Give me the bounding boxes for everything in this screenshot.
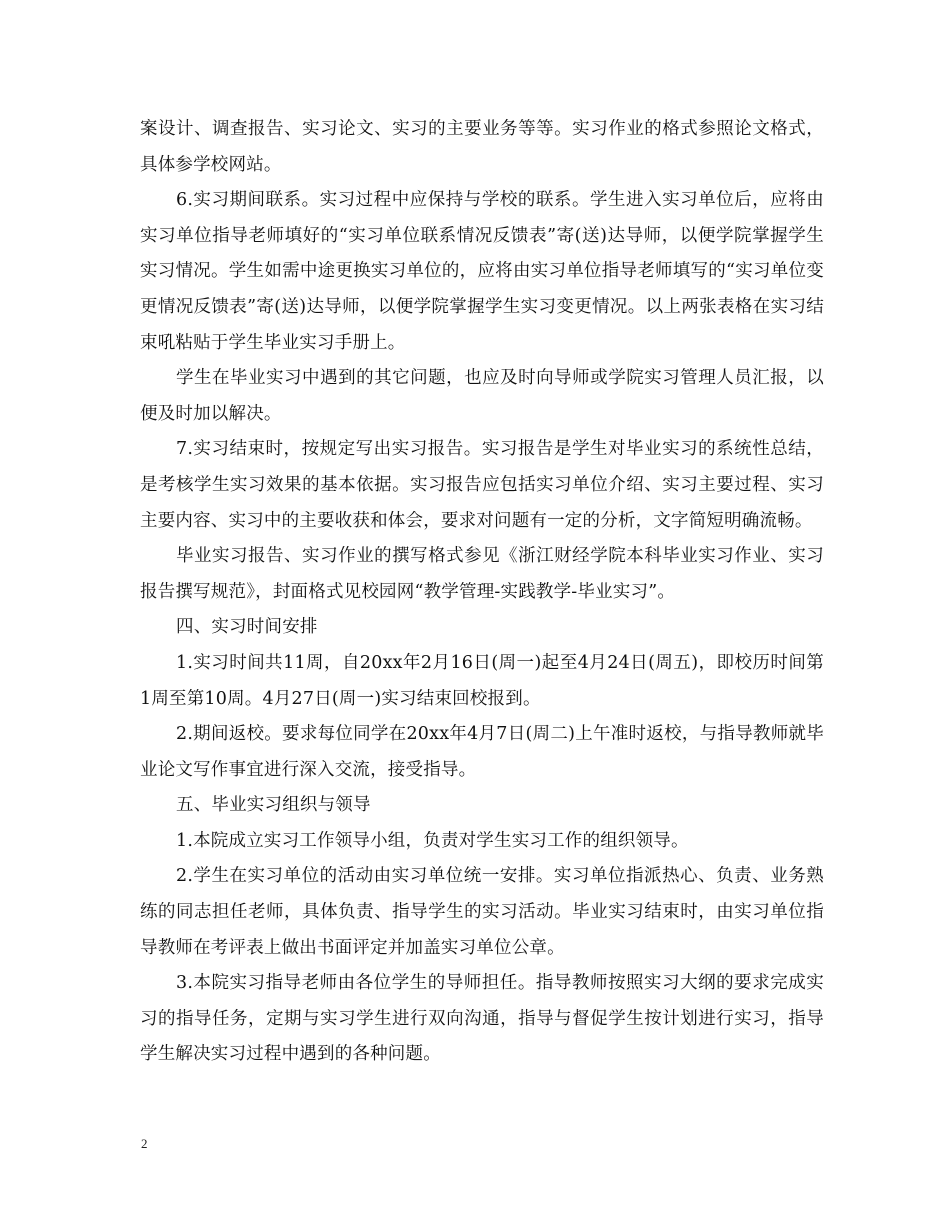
paragraph-11: 2.学生在实习单位的活动由实习单位统一安排。实习单位指派热心、负责、业务熟练的同志担任老师，具体负责、指导学生的实习活动。毕业实习结束时，由实习单位指导教师在考评表上做出书面评定并加盖实习单位公章。 [140, 866, 824, 958]
section-heading-5: 五、毕业实习组织与领导 [176, 795, 371, 816]
paragraph-10: 1.本院成立实习工作领导小组，负责对学生实习工作的组织领导。 [176, 830, 689, 851]
paragraph-7: 1.实习时间共11周，自20xx年2月16日(周一)起至4月24日(周五)，即校历时间第1周至第10周。4月27日(周一)实习结束回校报到。 [140, 652, 824, 709]
section-heading-4: 四、实习时间安排 [176, 617, 318, 638]
paragraph-12: 3.本院实习指导老师由各位学生的导师担任。指导教师按照实习大纲的要求完成实习的指导任务，定期与实习学生进行双向沟通，指导与督促学生按计划进行实习，指导学生解决实习过程中遇到的各种问题。 [140, 973, 824, 1065]
paragraph-5: 毕业实习报告、实习作业的撰写格式参见《浙江财经学院本科毕业实习作业、实习报告撰写规范》，封面格式见校园网“教学管理-实践教学-毕业实习”。 [140, 546, 824, 602]
paragraph-1: 案设计、调查报告、实习论文、实习的主要业务等等。实习作业的格式参照论文格式，具体参学校网站。 [140, 119, 824, 175]
page-number: 2 [141, 1136, 148, 1151]
paragraph-4: 7.实习结束时，按规定写出实习报告。实习报告是学生对毕业实习的系统性总结，是考核学生实习效果的基本依据。实习报告应包括实习单位介绍、实习主要过程、实习主要内容、实习中的主要收获和体会，要求对问题有一定的分析，文字简短明确流畅。 [140, 439, 824, 531]
paragraph-3: 学生在毕业实习中遇到的其它问题，也应及时向导师或学院实习管理人员汇报，以便及时加以解决。 [140, 368, 824, 424]
paragraph-2: 6.实习期间联系。实习过程中应保持与学校的联系。学生进入实习单位后，应将由实习单位指导老师填好的“实习单位联系情况反馈表”寄(送)达导师，以便学院掌握学生实习情况。学生如需中途更换实习单位的，应将由实习单位指导老师填写的“实习单位变更情况反馈表”寄(送)达导师，以便学院掌握学生实习变更情况。以上两张表格在实习结束吼粘贴于学生毕业实习手册上。 [140, 190, 824, 353]
paragraph-8: 2.期间返校。要求每位同学在20xx年4月7日(周二)上午准时返校，与指导教师就毕业论文写作事宜进行深入交流，接受指导。 [140, 724, 824, 780]
document-body [140, 112, 824, 1073]
